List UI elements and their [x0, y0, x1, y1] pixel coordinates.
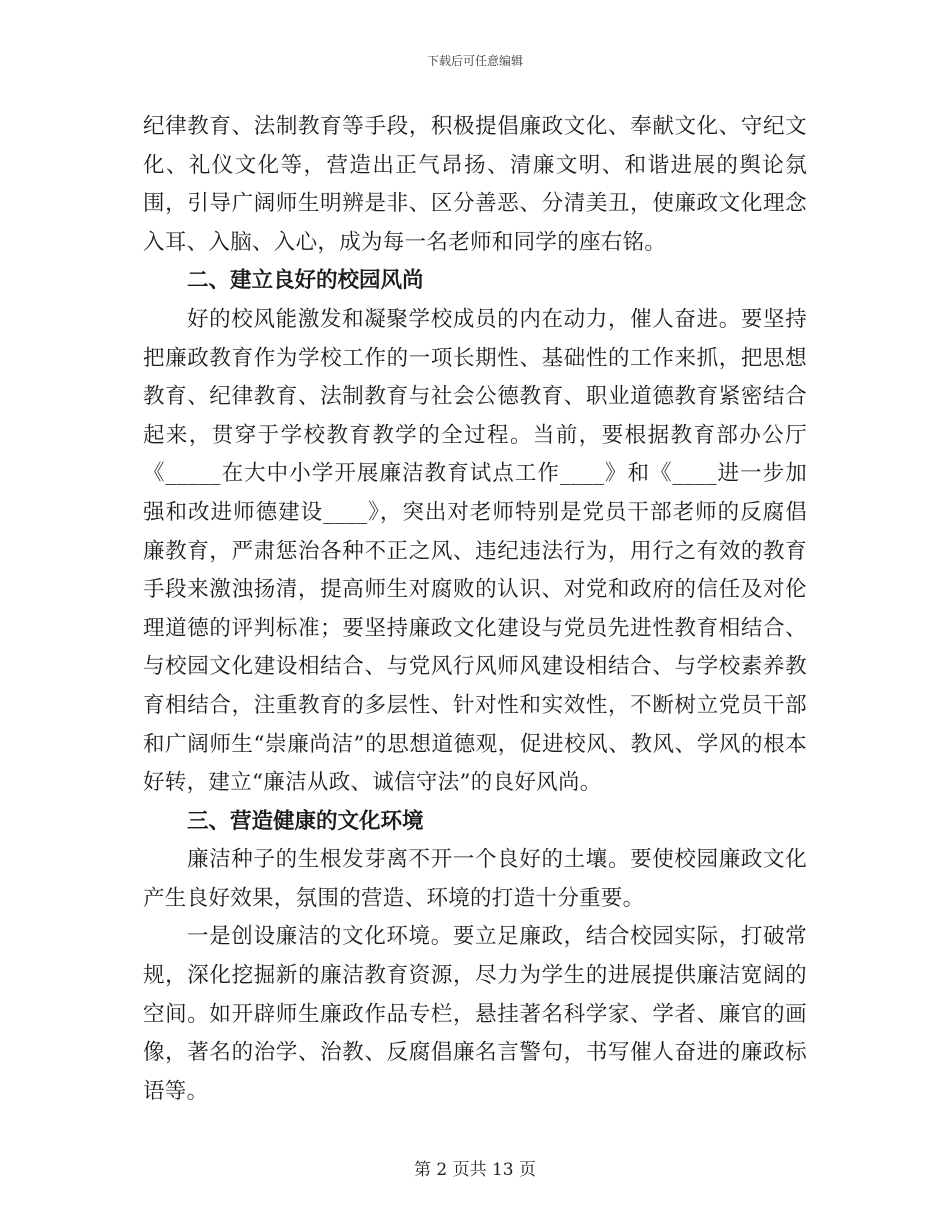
paragraph-section-3-intro: 廉洁种子的生根发芽离不开一个良好的土壤。要使校园廉政文化产生良好效果，氛围的营造、环境的打造十分重要。 — [143, 847, 807, 911]
page-number: 第 2 页共 13 页 — [413, 1160, 537, 1180]
paragraph-continued: 纪律教育、法制教育等手段，积极提倡廉政文化、奉献文化、守纪文化、礼仪文化等，营造出正气昂扬、清廉文明、和谐进展的舆论氛围，引导广阔师生明辨是非、区分善恶、分清美丑，使廉政文化理念入耳、入脑、入心，成为每一名老师和同学的座右铭。 — [143, 114, 807, 255]
section-heading-2: 二、建立良好的校园风尚 — [187, 268, 424, 294]
paragraph-section-3-point-1: 一是创设廉洁的文化环境。要立足廉政，结合校园实际，打破常规，深化挖掘新的廉洁教育资源，尽力为学生的进展提供廉洁宽阔的空间。如开辟师生廉政作品专栏，悬挂著名科学家、学者、廉官的画像，著名的治学、治教、反腐倡廉名言警句，书写催人奋进的廉政标语等。 — [143, 924, 807, 1104]
page-header: 下载后可任意编辑 — [426, 54, 523, 68]
section-heading-3: 三、营造健康的文化环境 — [187, 808, 424, 834]
document-body — [143, 108, 807, 1111]
paragraph-section-2: 好的校风能激发和凝聚学校成员的内在动力，催人奋进。要坚持把廉政教育作为学校工作的一项长期性、基础性的工作来抓，把思想教育、纪律教育、法制教育与社会公德教育、职业道德教育紧密结合起来，贯穿于学校教育教学的全过程。当前，要根据教育部办公厅《_____在大中小学开展廉洁教育试点工作____》和《____进一步加强和改进师德建设____》，突出对老师特别是党员干部老师的反腐倡廉教育，严肃惩治各种不正之风、违纪违法行为，用行之有效的教育手段来激浊扬清，提高师生对腐败的认识、对党和政府的信任及对伦理道德的评判标准；要坚持廉政文化建设与党员先进性教育相结合、与校园文化建设相结合、与党风行风师风建设相结合、与学校素养教育相结合，注重教育的多层性、针对性和实效性，不断树立党员干部和广阔师生“崇廉尚洁”的思想道德观，促进校风、教风、学风的根本好转，建立“廉洁从政、诚信守法”的良好风尚。 — [143, 306, 807, 796]
